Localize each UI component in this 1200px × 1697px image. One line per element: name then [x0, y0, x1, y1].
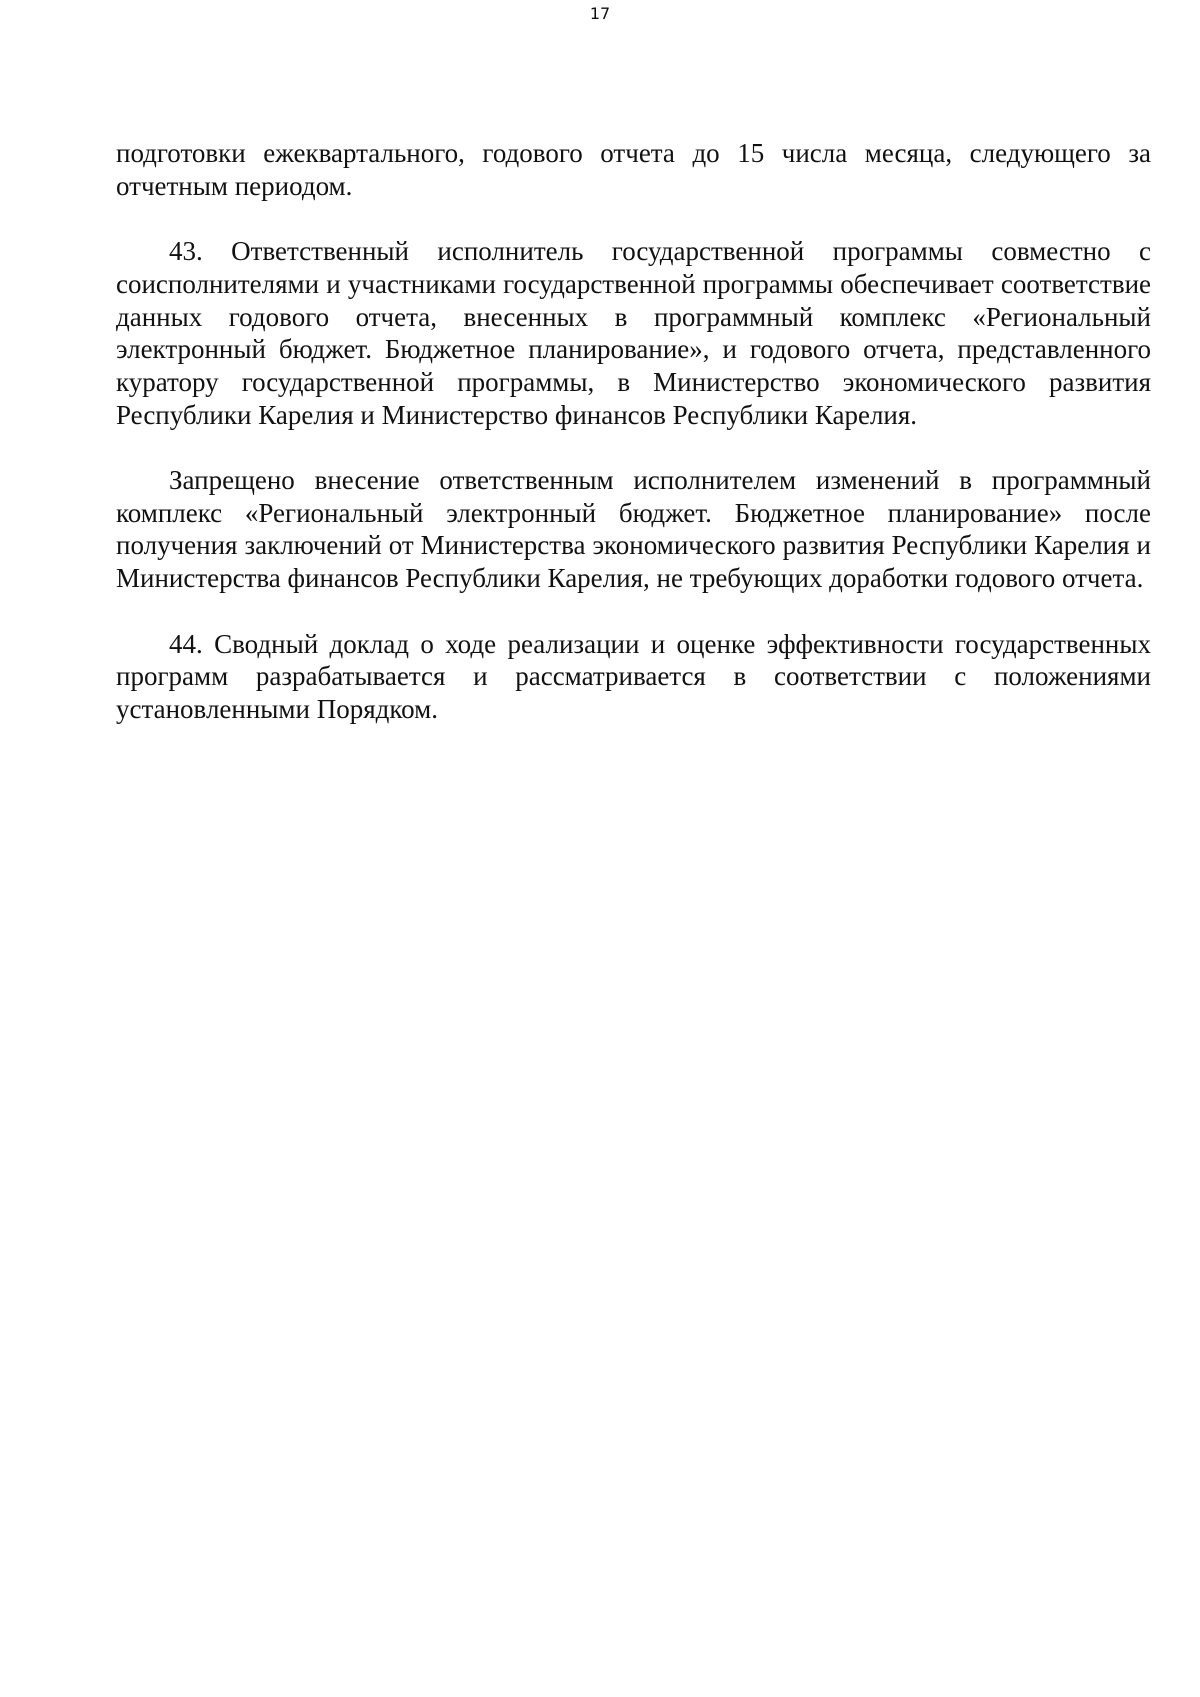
page-number: 17 — [589, 4, 611, 23]
document-body — [116, 137, 1151, 758]
paragraph-44: 44. Сводный доклад о ходе реализации и оценке эффективности государственных программ разрабатывается и рассматривается в соответствии с положениями установленными Порядком. — [116, 628, 1151, 724]
paragraph-continuation: подготовки ежеквартального, годового отчета до 15 числа месяца, следующего за отчетным периодом. — [116, 138, 1151, 201]
paragraph-prohibition: Запрещено внесение ответственным исполнителем изменений в программный комплекс «Региональный электронный бюджет. Бюджетное планирование» после получения заключений от Министерства экономического развития Республики Карелия и Министерства финансов Республики Карелия, не требующих доработки годового отчета. — [116, 465, 1151, 594]
paragraph-43: 43. Ответственный исполнитель государственной программы совместно с соисполнителями и участниками государственной программы обеспечивает соответствие данных годового отчета, внесенных в программный комплекс «Региональный электронный бюджет. Бюджетное планирование», и годового отчета, представленного куратору государственной программы, в Министерство экономического развития Республики Карелия и Министерство финансов Республики Карелия. — [116, 236, 1151, 430]
